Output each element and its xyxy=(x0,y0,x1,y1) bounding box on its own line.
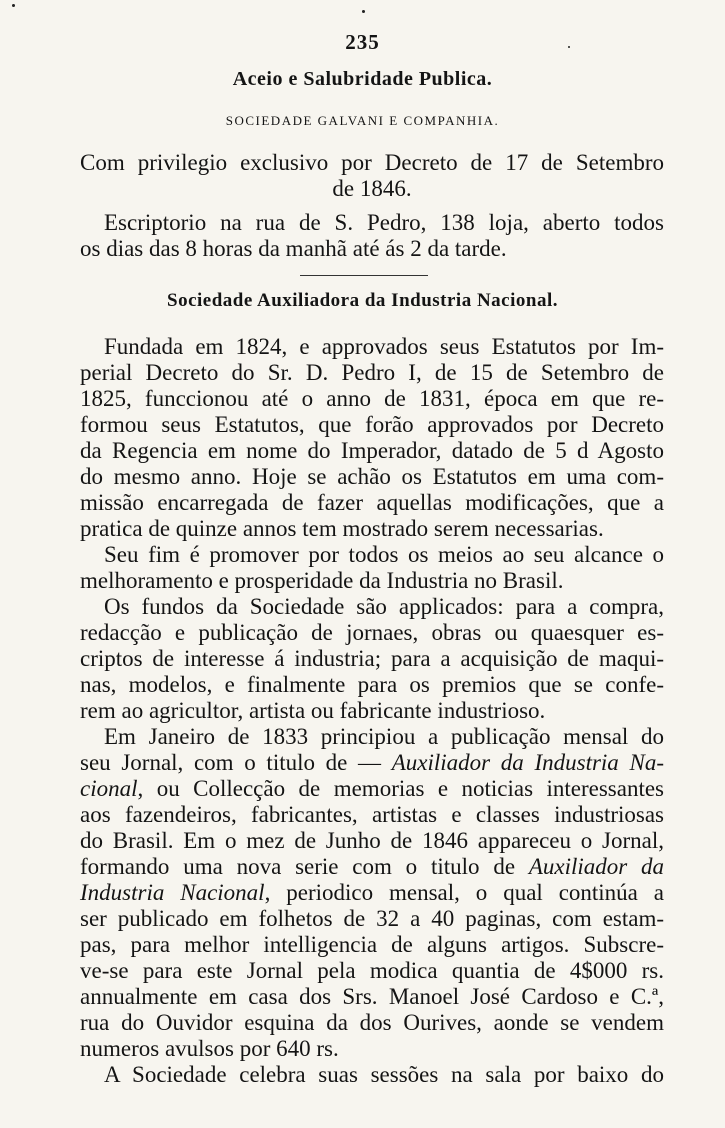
page-number: 235 xyxy=(345,30,380,54)
text-line: criptos de interesse á industria; para a acquisição de maqui- xyxy=(80,646,664,671)
text-line: 1825, funccionou até o anno de 1831, época em que re- xyxy=(80,386,664,411)
text-line: rua do Ouvidor esquina da dos Ourives, aonde se vendem xyxy=(80,1010,664,1035)
journal-title-italic: Auxiliador da Industria Na- xyxy=(391,750,664,775)
line-fragment: seu Jornal, com o titulo de — xyxy=(80,750,392,775)
privilege-notice xyxy=(80,150,664,262)
journal-title-italic: Auxiliador da xyxy=(528,854,664,879)
text-line: Os fundos da Sociedade são applicados: para a compra, xyxy=(104,594,664,619)
text-line: rem ao agricultor, artista ou fabricante industrioso. xyxy=(80,698,546,723)
society-text xyxy=(80,334,664,1088)
text-line: redacção e publicação de jornaes, obras ou quaesquer es- xyxy=(80,620,664,645)
text-line: numeros avulsos por 640 rs. xyxy=(80,1036,339,1061)
line-fragment: , periodico mensal, o qual continúa a xyxy=(264,880,664,905)
text-line: perial Decreto do Sr. D. Pedro I, de 15 de Setembro de xyxy=(80,360,664,385)
text-line: Em Janeiro de 1833 principiou a publicação mensal do xyxy=(104,724,664,749)
text-line: Fundada em 1824, e approvados seus Estatutos por Im- xyxy=(104,334,664,359)
text-line: nas, modelos, e finalmente para os premios que se confe- xyxy=(80,672,664,697)
text-line xyxy=(80,750,664,776)
journal-title-italic: Industria Nacional xyxy=(80,880,265,905)
company-name: SOCIEDADE GALVANI E COMPANHIA. xyxy=(225,113,500,128)
text-line: ser publicado em folhetos de 32 a 40 paginas, com estam- xyxy=(80,906,664,931)
ink-speck xyxy=(12,4,15,7)
section-title: Sociedade Auxiliadora da Industria Nacional. xyxy=(167,290,558,311)
separator-rule xyxy=(300,275,428,276)
text-line: Seu fim é promover por todos os meios ao seu alcance o xyxy=(104,542,664,567)
text-line: melhoramento e prosperidade da Industria no Brasil. xyxy=(80,568,564,593)
text-line: aos fazendeiros, fabricantes, artistas e classes industriosas xyxy=(80,802,664,827)
text-line: do Brasil. Em o mez de Junho de 1846 appareceu o Jornal, xyxy=(80,828,664,853)
text-line xyxy=(80,880,664,906)
text-line: pas, para melhor intelligencia de alguns artigos. Subscre- xyxy=(80,932,664,957)
text-line xyxy=(80,776,664,802)
text-line: pratica de quinze annos tem mostrado serem necessarias. xyxy=(80,516,604,541)
text-line xyxy=(80,854,664,880)
ink-speck xyxy=(362,10,365,13)
text-line: Escriptorio na rua de S. Pedro, 138 loja, aberto todos xyxy=(104,210,664,235)
text-line: Com privilegio exclusivo por Decreto de 17 de Setembro xyxy=(80,150,664,175)
text-line: da Regencia em nome do Imperador, datado de 5 d Agosto xyxy=(80,438,664,463)
text-line: do mesmo anno. Hoje se achão os Estatutos em uma com- xyxy=(80,464,664,489)
text-line: A Sociedade celebra suas sessões na sala por baixo do xyxy=(104,1062,664,1087)
line-fragment: , ou Collecção de memorias e noticias interessantes xyxy=(137,776,664,801)
line-fragment: formando uma nova serie com o titulo de xyxy=(80,854,529,879)
text-line: os dias das 8 horas da manhã até ás 2 da tarde. xyxy=(80,236,507,261)
section-heading: Aceio e Salubridade Publica. xyxy=(232,68,493,90)
text-line: annualmente em casa dos Srs. Manoel José Cardoso e C.ª, xyxy=(80,984,664,1009)
text-line: missão encarregada de fazer aquellas modificações, que a xyxy=(80,490,664,515)
text-line: ve-se para este Jornal pela modica quantia de 4$000 rs. xyxy=(80,958,664,983)
text-line: formou seus Estatutos, que forão approvados por Decreto xyxy=(80,412,664,437)
text-line: de 1846. xyxy=(332,176,412,201)
journal-title-italic: cional xyxy=(80,776,138,801)
